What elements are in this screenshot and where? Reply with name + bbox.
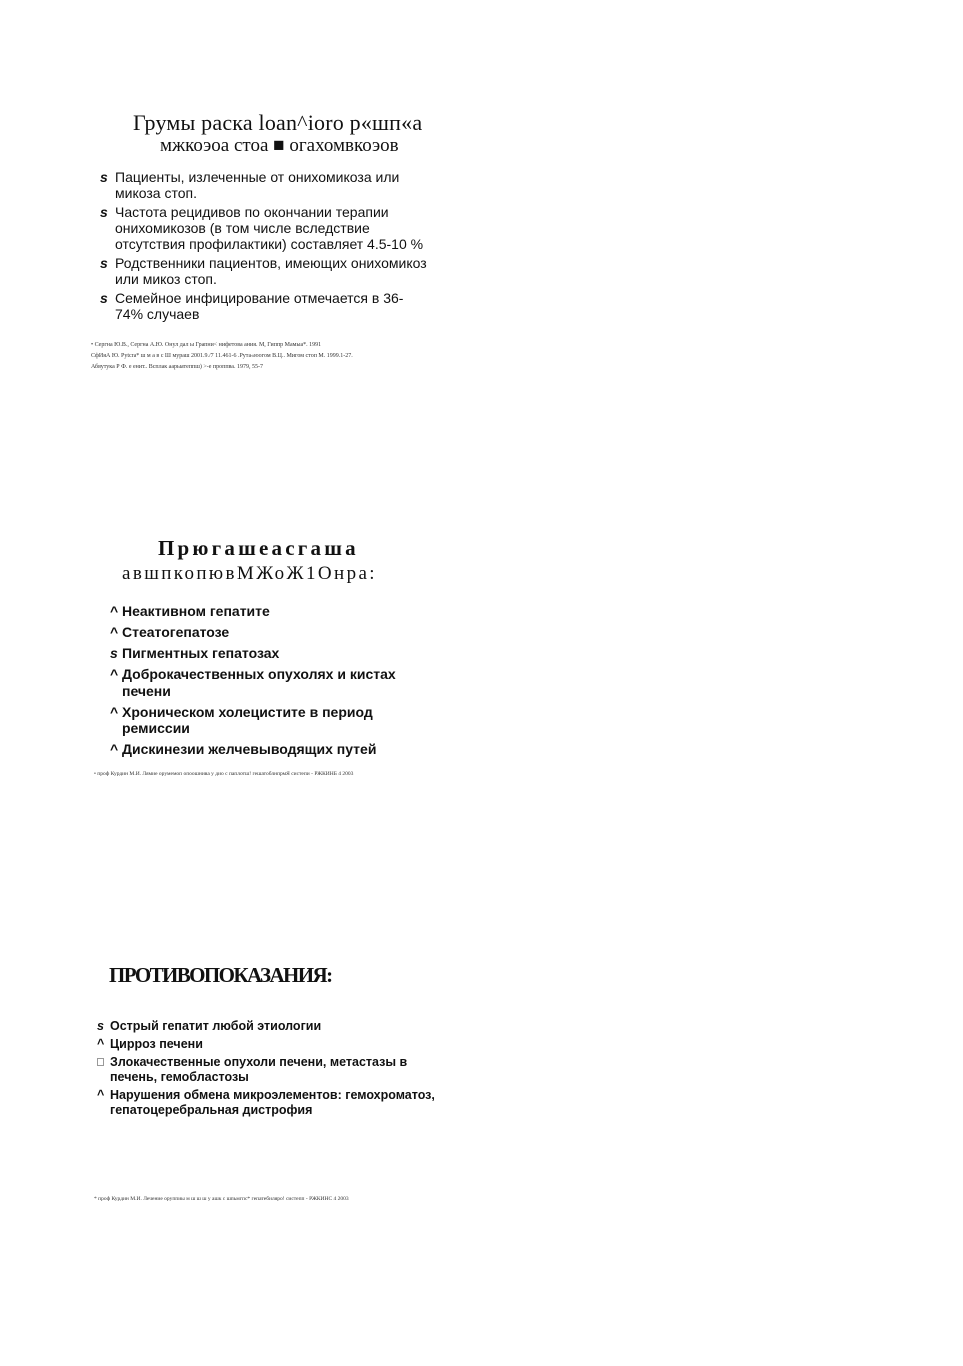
bullet-marker: ^ — [110, 603, 119, 619]
list-item-text: Стеатогепатозе — [122, 624, 230, 640]
slide1-references — [91, 340, 353, 373]
list-item — [97, 1019, 442, 1034]
list-item — [110, 666, 430, 699]
slide1-title-line1: Грумы раска loan^ioro р«шп«а — [133, 110, 423, 135]
list-item — [100, 255, 430, 287]
list-item — [100, 290, 430, 322]
slide2-title-line1: Прюгашеасгаша — [158, 536, 359, 560]
list-item-text: Острый гепатит любой этиологии — [110, 1019, 322, 1033]
reference-line: СфИяА Ю. Pytcra* ш м а в с Ш мураш 2001.9./7 11.461-6 .Рута«юогом В.Ц.. Мигом стоп М. 1999.1-27. — [91, 353, 353, 359]
list-item — [97, 1055, 442, 1085]
list-item — [100, 169, 430, 201]
bullet-marker: s — [100, 290, 108, 306]
reference-line: • Сергна Ю.В., Сергна А.Ю. Онул дал ы Грапни< нифетова ания. М, Гиппр Мамыа*. 1991 — [91, 342, 322, 348]
slide3-reference: * проф Курдин М.И. Лечение оруппиы м ш ш ш у ашк с шпьмгпс* гепатебиляро! систепп - РЖКИНС 4 2003 — [94, 1196, 349, 1202]
slide2-reference: • проф Курдин М.И. Лямие орумемоп опоошнива у дио с паплотш! гешатоблнпрмЯ систепи - РЖКИНБ 4 2003 — [94, 771, 354, 777]
slide1-title-line2: мжкоэоа стоа ■ огахомвкоэов — [160, 135, 399, 156]
bullet-marker: ^ — [110, 666, 119, 682]
list-item-text: Пациенты, излеченные от онихомикоза или микоза стоп. — [115, 169, 400, 201]
list-item-text: Семейное инфицирование отмечается в 36-74% случаев — [115, 290, 404, 322]
slide2-list — [110, 603, 430, 762]
slide3-list — [97, 1019, 442, 1121]
reference-line: Абвутука Р Ф. е енит.. Всплак аарыатеппш) >-е проппва. 1979, 55-7 — [91, 364, 263, 370]
list-item — [97, 1037, 442, 1052]
slide2-title-line2: авшпкопювМЖоЖ1Онра: — [122, 563, 377, 584]
bullet-marker: s — [110, 645, 118, 661]
list-item-text: Неактивном гепатите — [122, 603, 270, 619]
list-item-text: Доброкачественных опухолях и кистах печени — [122, 666, 396, 699]
list-item-text: Злокачественные опухоли печени, метастазы в печень, гемобластозы — [110, 1055, 408, 1084]
list-item — [110, 741, 430, 758]
list-item — [100, 204, 430, 252]
list-item — [110, 624, 430, 641]
bullet-marker: ^ — [110, 624, 119, 640]
list-item-text: Хроническом холецистите в период ремиссии — [122, 703, 373, 736]
bullet-marker: ^ — [110, 703, 119, 720]
box-bullet-icon — [97, 1055, 104, 1070]
list-item — [110, 704, 430, 737]
list-item-text: Дискинезии желчевыводящих путей — [122, 741, 377, 757]
bullet-marker: ^ — [110, 741, 119, 757]
bullet-marker: ^ — [97, 1037, 105, 1051]
bullet-marker: s — [100, 255, 108, 271]
list-item-text: Цирроз печени — [110, 1037, 203, 1051]
list-item — [97, 1088, 442, 1118]
bullet-marker: s — [100, 169, 108, 185]
bullet-marker: s — [100, 204, 108, 220]
list-item-text: Частота рецидивов по окончании терапии онихомикозов (в том числе вследствие отсутствия профилактики) составляет 4.5-10 % — [115, 204, 424, 252]
list-item-text: Нарушения обмена микроэлементов: гемохроматоз, гепатоцеребральная дистрофия — [110, 1088, 435, 1117]
bullet-marker: s — [97, 1019, 104, 1033]
list-item — [110, 645, 430, 662]
list-item — [110, 603, 430, 620]
bullet-marker: ^ — [97, 1088, 105, 1102]
slide1-list — [100, 169, 430, 325]
list-item-text: Пигментных гепатозах — [122, 645, 280, 661]
slide3-title: ПРОТИВОПОКАЗАНИЯ: — [109, 963, 332, 987]
list-item-text: Родственники пациентов, имеющих онихомикоз или микоз стоп. — [115, 255, 427, 287]
